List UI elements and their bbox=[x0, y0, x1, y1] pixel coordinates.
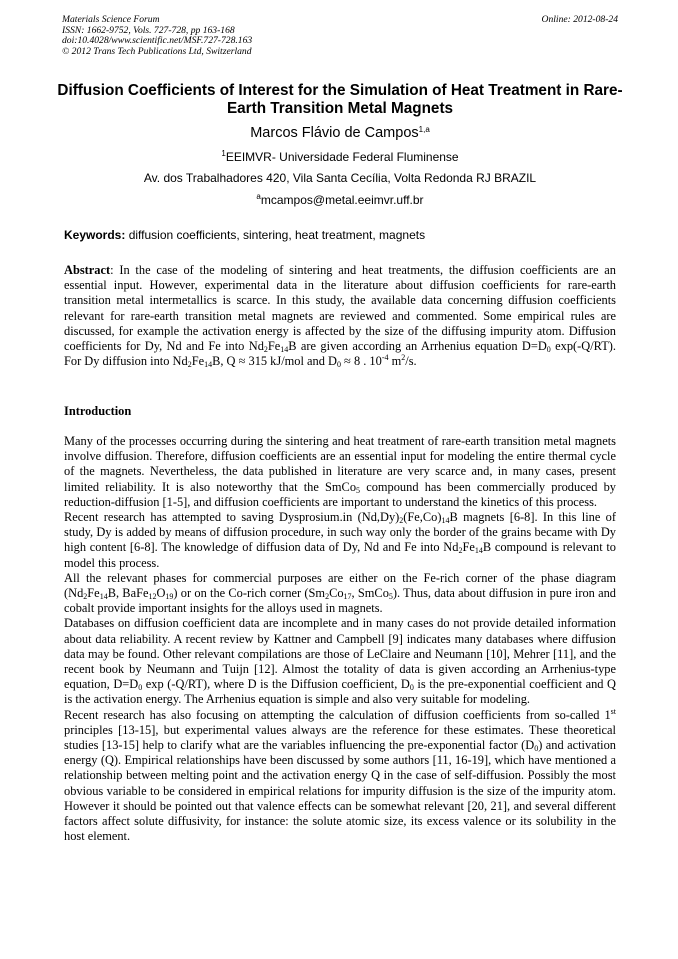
subscript: 5 bbox=[356, 485, 361, 495]
paragraph-text: B magnets [6-8]. In this line of study, Dy is added by means of diffusion procedure, in such way only the border of the grains became with Dy high content [6-8]. The knowledge of diffusion data of Dy, Nd and Fe into Nd bbox=[64, 510, 616, 555]
subscript: 12 bbox=[148, 592, 157, 602]
author-line bbox=[50, 124, 630, 142]
subscript: 2 bbox=[325, 592, 330, 602]
subscript: 2 bbox=[458, 546, 463, 556]
paragraph bbox=[64, 708, 616, 845]
copyright-line: © 2012 Trans Tech Publications Ltd, Switzerland bbox=[62, 45, 252, 57]
online-date: Online: 2012-08-24 bbox=[541, 14, 618, 25]
journal-header bbox=[62, 15, 618, 57]
subscript: 14 bbox=[204, 360, 213, 370]
paragraph-text: ). Thus, data about diffusion in pure iron and cobalt provide important insights for the alloys used in magnets. bbox=[64, 586, 616, 616]
paragraph-text: ) and activation energy (Q). Empirical relationships have been discussed by some authors [11, 16-19], which have mentioned a relationship between melting point and the activation energy Q in the case of self-diffusion. Possibly the most obvious variable to be considered in empirical relations for impurity diffusion is the size of the impurity atom. However it should be pointed out that valence effects can be somewhat relevant [20, 21], and several different factors affect solute diffusivity, for instance: the solute atomic size, its excess valence or its solubility in the host element. bbox=[64, 738, 616, 844]
introduction-body bbox=[64, 434, 616, 844]
author-marks: 1,a bbox=[418, 125, 430, 134]
keywords bbox=[64, 228, 616, 242]
subscript: 0 bbox=[336, 360, 341, 370]
abstract-text: : In the case of the modeling of sintering and heat treatments, the diffusion coefficients are an essential input. However, experimental data in the literature about diffusion coefficients for rare-earth transition metal intermetallics is scarce. In this study, the available data concerning diffusion coefficients relevant for rare-earth transition metal magnets are reviewed and commented. Some empirical rules are discussed, for example the activation energy is affected by the size of the diffusing impurity atom. Diffusion coefficients for Dy, Nd and Fe into Nd bbox=[64, 263, 616, 354]
subscript: 14 bbox=[99, 592, 108, 602]
affiliation-mark: 1 bbox=[221, 149, 226, 158]
subscript: 0 bbox=[546, 345, 551, 355]
subscript: 0 bbox=[409, 683, 414, 693]
paragraph-text: Co bbox=[329, 586, 344, 601]
affiliation-name: EEIMVR- Universidade Federal Fluminense bbox=[225, 150, 459, 164]
paragraph-text: Recent research has attempted to saving Dysprosium.in (Nd,Dy) bbox=[64, 510, 400, 525]
paragraph-text: ) or on the Co-rich corner (Sm bbox=[173, 586, 326, 601]
paragraph bbox=[64, 434, 616, 510]
paragraph-text: compound has been commercially produced by reduction-diffusion [1-5], and diffusion coefficients are important to understand the kinetics of this process. bbox=[64, 479, 616, 509]
keywords-text: diffusion coefficients, sintering, heat treatment, magnets bbox=[125, 228, 426, 242]
paragraph-text: Fe bbox=[462, 540, 475, 555]
paragraph-text: All the relevant phases for commercial purposes are either on the Fe-rich corner of the phase diagram (Nd bbox=[64, 570, 616, 601]
paragraph-text: principles [13-15], but experimental values always are the reference for these estimates. These theoretical studies [13-15] help to clarify what are the variables influencing the pre-exponential factor (D bbox=[64, 722, 616, 753]
superscript: 2 bbox=[401, 353, 406, 363]
abstract-text: Fe bbox=[191, 354, 205, 369]
abstract bbox=[64, 263, 616, 369]
subscript: 2 bbox=[399, 516, 404, 526]
abstract-text: m bbox=[388, 354, 402, 369]
subscript: 5 bbox=[388, 592, 393, 602]
paragraph-text: Many of the processes occurring during the sintering and heat treatment of rare-earth transition metal magnets involve diffusion. Therefore, diffusion coefficients are an essential input for modeling the entire thermal cycle of the magnets. Nevertheless, the data published in literature are very scarce and, in many cases, present limited reliability. It is also noteworthy that the SmCo bbox=[64, 434, 616, 494]
paragraph bbox=[64, 571, 616, 617]
abstract-label: Abstract bbox=[64, 263, 111, 277]
journal-name: Materials Science Forum bbox=[62, 14, 160, 25]
abstract-text: /s. bbox=[405, 354, 417, 369]
superscript: -4 bbox=[381, 353, 389, 363]
subscript: 0 bbox=[534, 744, 539, 754]
paragraph-text: Databases on diffusion coefficient data are incomplete and in many cases do not provide detailed information about data reliability. A recent review by Kattner and Campbell [9] indicates many databases where diffusion data may be found. Other relevant compilations are those of LeClaire and Neumann [10], Mehrer [11], and the recent book by Neumann and Tuijn [12]. Almost the totality of data is given according an Arrhenius-type equation, D=D bbox=[64, 616, 616, 692]
keywords-label: Keywords: bbox=[64, 228, 126, 242]
paragraph-text: is the pre-exponential coefficient and Q is the activation energy. The Arrhenius equation is simple and also very suitable for modeling. bbox=[64, 677, 616, 707]
abstract-text: exp(-Q/RT). For Dy diffusion into Nd bbox=[64, 339, 616, 369]
subscript: 14 bbox=[280, 345, 289, 355]
paragraph-text: Recent research has also focusing on attempting the calculation of diffusion coefficients from so-called 1 bbox=[64, 707, 611, 722]
doi-line: doi:10.4028/www.scientific.net/MSF.727-728.163 bbox=[62, 35, 253, 47]
paragraph-text: exp (-Q/RT), where D is the Diffusion coefficient, D bbox=[142, 677, 410, 692]
subscript: 14 bbox=[474, 546, 483, 556]
subscript: 19 bbox=[165, 592, 174, 602]
abstract-text: Fe bbox=[267, 339, 281, 354]
affiliation-email-line bbox=[50, 193, 630, 207]
subscript: 0 bbox=[138, 683, 143, 693]
paragraph-text: , SmCo bbox=[351, 586, 389, 601]
superscript: st bbox=[610, 706, 616, 716]
affiliation-institution bbox=[50, 150, 630, 164]
author-email: mcampos@metal.eeimvr.uff.br bbox=[260, 193, 424, 207]
paper-title: Diffusion Coefficients of Interest for the Simulation of Heat Treatment in Rare-Earth Transition Metal Magnets bbox=[57, 82, 623, 117]
email-mark: a bbox=[256, 192, 261, 201]
issn-line: ISSN: 1662-9752, Vols. 727-728, pp 163-168 bbox=[62, 24, 235, 36]
subscript: 2 bbox=[263, 345, 268, 355]
subscript: 2 bbox=[83, 592, 88, 602]
paragraph-text: (Fe,Co) bbox=[403, 510, 442, 525]
abstract-text: B are given according an Arrhenius equation D=D bbox=[288, 339, 547, 354]
paragraph bbox=[64, 510, 616, 571]
subscript: 2 bbox=[187, 360, 192, 370]
abstract-text: ≈ 8 . 10 bbox=[340, 354, 382, 369]
subscript: 17 bbox=[343, 592, 352, 602]
paragraph bbox=[64, 616, 616, 707]
subscript: 14 bbox=[441, 516, 450, 526]
paragraph-text: O bbox=[156, 586, 166, 601]
affiliation-address: Av. dos Trabalhadores 420, Vila Santa Cecília, Volta Redonda RJ BRAZIL bbox=[143, 171, 537, 185]
paragraph-text: Fe bbox=[87, 586, 100, 601]
author-name: Marcos Flávio de Campos bbox=[250, 125, 419, 141]
abstract-text: B, Q ≈ 315 kJ/mol and D bbox=[212, 354, 337, 369]
section-heading-introduction: Introduction bbox=[64, 404, 132, 418]
paragraph-text: B compound is relevant to model this process. bbox=[64, 540, 616, 570]
paragraph-text: B, BaFe bbox=[107, 586, 149, 601]
